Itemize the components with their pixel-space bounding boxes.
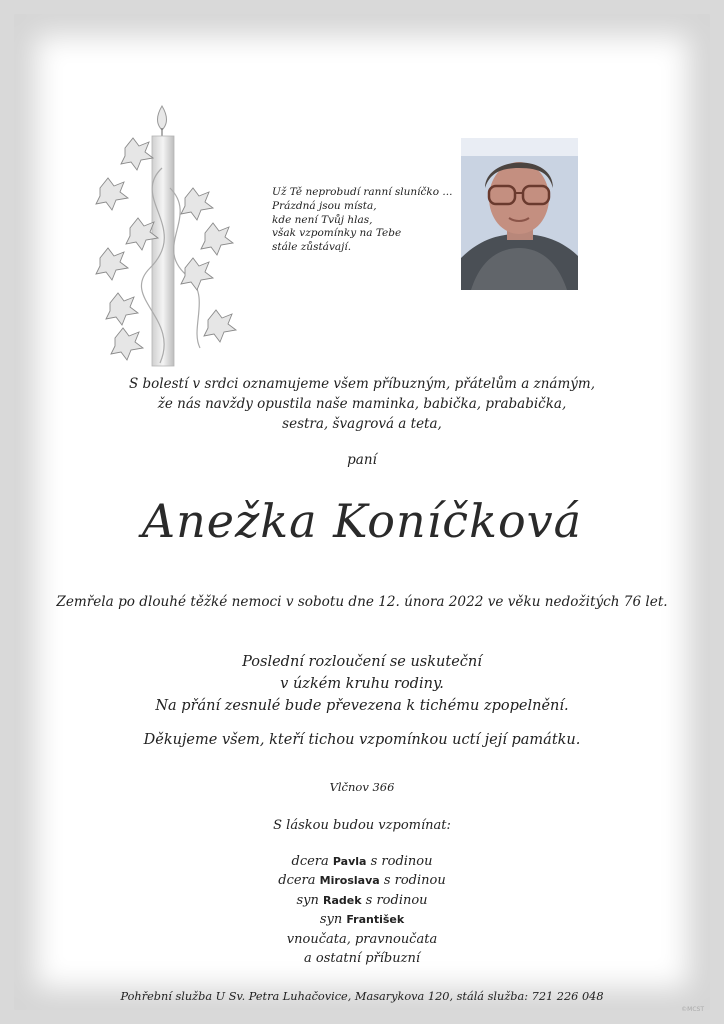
- farewell-line: v úzkém kruhu rodiny.: [280, 676, 444, 692]
- announcement-line: S bolestí v srdci oznamujeme všem příbuzným, přátelům a známým,: [128, 376, 595, 392]
- mourner-item: vnoučata, pravnoučata: [286, 931, 438, 947]
- candle-icon: [90, 98, 240, 368]
- remember-heading: S láskou budou vzpomínat:: [273, 818, 451, 833]
- mourner-item: dcera Miroslava s rodinou: [278, 873, 446, 889]
- mourner-item: a ostatní příbuzní: [303, 951, 420, 967]
- poem-line: však vzpomínky na Tebe: [272, 227, 402, 240]
- funeral-service-footer: Pohřební služba U Sv. Petra Luhačovice, Masarykova 120, stálá služba: 721 226 048: [120, 990, 604, 1003]
- mourner-item: dcera Pavla s rodinou: [291, 854, 433, 869]
- mourner-item: syn Radek s rodinou: [296, 892, 428, 908]
- farewell-line: Poslední rozloučení se uskuteční: [242, 654, 482, 670]
- announcement: [0, 374, 724, 434]
- poem-line: Prázdná jsou místa,: [272, 199, 377, 212]
- poem: [272, 186, 452, 255]
- mourners-list: [0, 852, 724, 968]
- farewell-info: [0, 651, 724, 717]
- poem-line: kde není Tvůj hlas,: [272, 213, 373, 226]
- deceased-name: Anežka Koníčková: [141, 494, 583, 548]
- thanks: Děkujeme všem, kteří tichou vzpomínkou uctí její památku.: [143, 732, 581, 748]
- salutation: paní: [347, 452, 377, 468]
- portrait-photo: [461, 138, 578, 290]
- mourner-item: syn František: [319, 912, 405, 928]
- address: Vlčnov 366: [329, 780, 395, 794]
- poem-line: Už Tě neprobudí ranní sluníčko ...: [272, 186, 453, 198]
- farewell-line: Na přání zesnulé bude převezena k tichému zpopelnění.: [155, 698, 569, 714]
- poem-line: stále zůstávají.: [272, 241, 352, 254]
- announcement-line: že nás navždy opustila naše maminka, babička, prababička,: [157, 396, 567, 412]
- death-info: Zemřela po dlouhé těžké nemoci v sobotu dne 12. února 2022 ve věku nedožitých 76 let.: [56, 594, 668, 610]
- watermark: ©MCST: [681, 1006, 704, 1013]
- announcement-line: sestra, švagrová a teta,: [282, 416, 442, 432]
